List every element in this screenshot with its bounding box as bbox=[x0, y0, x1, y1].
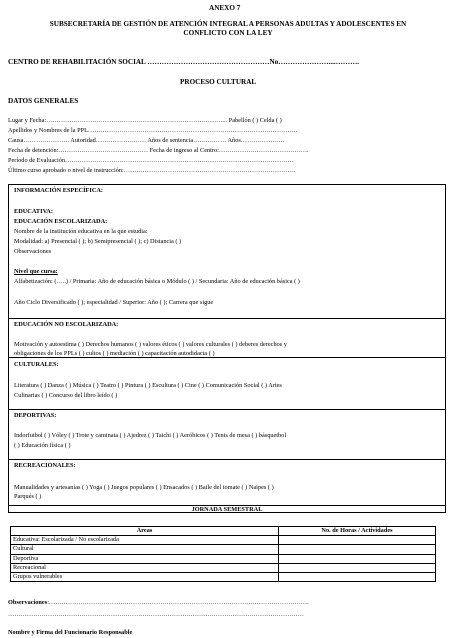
horas-cell[interactable] bbox=[279, 573, 436, 582]
deportivas-line2: ( ) Educación física ( ) bbox=[14, 442, 71, 449]
lugar-fecha-line: Lugar y Fecha:…………………………………………………………………………... Pabellón ( ) Celda ( ) bbox=[8, 117, 282, 124]
no-escolarizada-line1: Motivación y autoestima ( ) Derechos humanos ( ) valores éticos ( ) valores culturales ( ) deberes derechos y bbox=[14, 341, 287, 348]
table-row bbox=[11, 573, 436, 582]
datos-generales-heading: DATOS GENERALES bbox=[8, 97, 79, 105]
nombre-institucion-line: Nombre de la institución educativa en la que estudia: bbox=[14, 228, 148, 235]
deportivas-line1: Indorfutbol ( ) Vóley ( ) Trote y caminata ( ) Ajedrez ( ) Taichi ( ) Aeróbicos ( ) Tenis de mesa ( ) básquetbol bbox=[14, 432, 287, 439]
areas-table bbox=[10, 526, 436, 582]
horas-cell[interactable] bbox=[279, 545, 436, 554]
horas-cell[interactable] bbox=[279, 536, 436, 545]
divider bbox=[8, 409, 446, 410]
table-header-row bbox=[11, 527, 436, 536]
divider bbox=[8, 459, 446, 460]
firma-funcionario-label: Nombre y Firma del Funcionario Responsable bbox=[8, 629, 133, 636]
recreacionales-heading: RECREACIONALES: bbox=[14, 462, 76, 469]
periodo-evaluacion-line: Período de Evaluación………………………………………………………………………………………………. bbox=[8, 157, 294, 164]
areas-column-header: Áreas bbox=[11, 527, 279, 536]
jornada-semestral-heading: JORNADA SEMESTRAL bbox=[191, 506, 263, 513]
apellidos-line: Apellidos y Nombres de la PPL………………………………………………………………………………………. bbox=[8, 127, 298, 134]
nivel-line2: Año Ciclo Diversificado ( ); especialidad / Superior: Año ( ); Carrera que sigue bbox=[14, 299, 214, 306]
observaciones-footer-label: Observaciones bbox=[8, 599, 48, 606]
causa-line: Causa…………………. Autoridad…………………… Años de sentencia…….……… Años………………… bbox=[8, 137, 285, 144]
subsecretaria-line1: SUBSECRETARÍA DE GESTIÓN DE ATENCIÓN INTEGRAL A PERSONAS ADULTAS Y ADOLESCENTES EN bbox=[49, 20, 407, 28]
ultimo-curso-line: Último curso aprobado o nivel de instrucción:………………………………………………………………………. bbox=[8, 167, 296, 174]
centro-rehabilitacion: CENTRO DE REHABILITACIÓN SOCIAL ……………………………………………No…………………....………. bbox=[8, 58, 360, 66]
recreacionales-line1: Manualidades y artesanías ( ) Yoga ( ) Juegos populares ( ) Ensacados ( ) Baile del tomate ( ) Naipes ( ) bbox=[14, 484, 274, 491]
culturales-line1: Literatura ( ) Danza ( ) Música ( ) Teatro ( ) Pintura ( ) Escultura ( ) Cine ( ) Comunicación Social ( ) Artes bbox=[14, 382, 282, 389]
area-cell: Educativa: Escolarizada / No escolarizada bbox=[11, 536, 279, 545]
no-escolarizada-line2: obligaciones de los PPLs ( ) cultos ( ) mediación ( ) capacitación autodidacta ( ) bbox=[14, 350, 215, 357]
horas-column-header: No. de Horas / Actividades bbox=[279, 527, 436, 536]
area-cell: Cultural bbox=[11, 545, 279, 554]
observaciones-dots-line2: …………………………………………………………………………………………………………………………… bbox=[8, 611, 304, 618]
area-cell: Deportiva bbox=[11, 554, 279, 563]
horas-cell[interactable] bbox=[279, 563, 436, 572]
modalidad-line: Modalidad: a) Presencial ( ); b) Semipresencial ( ); c) Distancia ( ) bbox=[14, 238, 182, 245]
area-cell: Recreacional bbox=[11, 563, 279, 572]
deportivas-heading: DEPORTIVAS: bbox=[14, 412, 57, 419]
educacion-escolarizada-heading: EDUCACIÓN ESCOLARIZADA: bbox=[14, 218, 108, 225]
divider bbox=[8, 318, 446, 319]
observaciones-footer-dots: :……………………………………………………………………………………………………………. bbox=[47, 599, 309, 606]
recreacionales-line2: Parqués ( ) bbox=[14, 493, 42, 500]
subsecretaria-line2: CONFLICTO CON LA LEY bbox=[183, 29, 273, 37]
culturales-line2: Culinarias ( ) Concurso del libro leído ( ) bbox=[14, 392, 118, 399]
area-cell: Grupos vulnerables bbox=[11, 573, 279, 582]
observaciones-footer bbox=[8, 600, 309, 606]
observaciones-label: Observaciones bbox=[14, 248, 52, 255]
table-row bbox=[11, 554, 436, 563]
table-row bbox=[11, 563, 436, 572]
proceso-cultural-title: PROCESO CULTURAL bbox=[180, 78, 257, 86]
horas-cell[interactable] bbox=[279, 554, 436, 563]
anexo-label: ANEXO 7 bbox=[209, 4, 241, 12]
educativa-heading: EDUCATIVA: bbox=[14, 208, 53, 215]
no-escolarizada-heading: EDUCACIÓN NO ESCOLARIZADA: bbox=[14, 321, 119, 328]
nivel-line1: Alfabetización: (…..) / Primaria: Año de educación básica o Módulo ( ) / Secundaria: Año de educación básica ( ) bbox=[14, 278, 300, 285]
nivel-cursa-heading: Nivel que cursa: bbox=[14, 268, 58, 275]
table-row bbox=[11, 536, 436, 545]
culturales-heading: CULTURALES: bbox=[14, 361, 59, 368]
fecha-detencion-line: Fecha de detención:…………………………….……… Fecha de ingreso al Centro:……………………………………. bbox=[8, 147, 309, 154]
info-especifica-heading: INFORMACIÓN ESPECÍFICA: bbox=[14, 187, 104, 194]
table-row bbox=[11, 545, 436, 554]
